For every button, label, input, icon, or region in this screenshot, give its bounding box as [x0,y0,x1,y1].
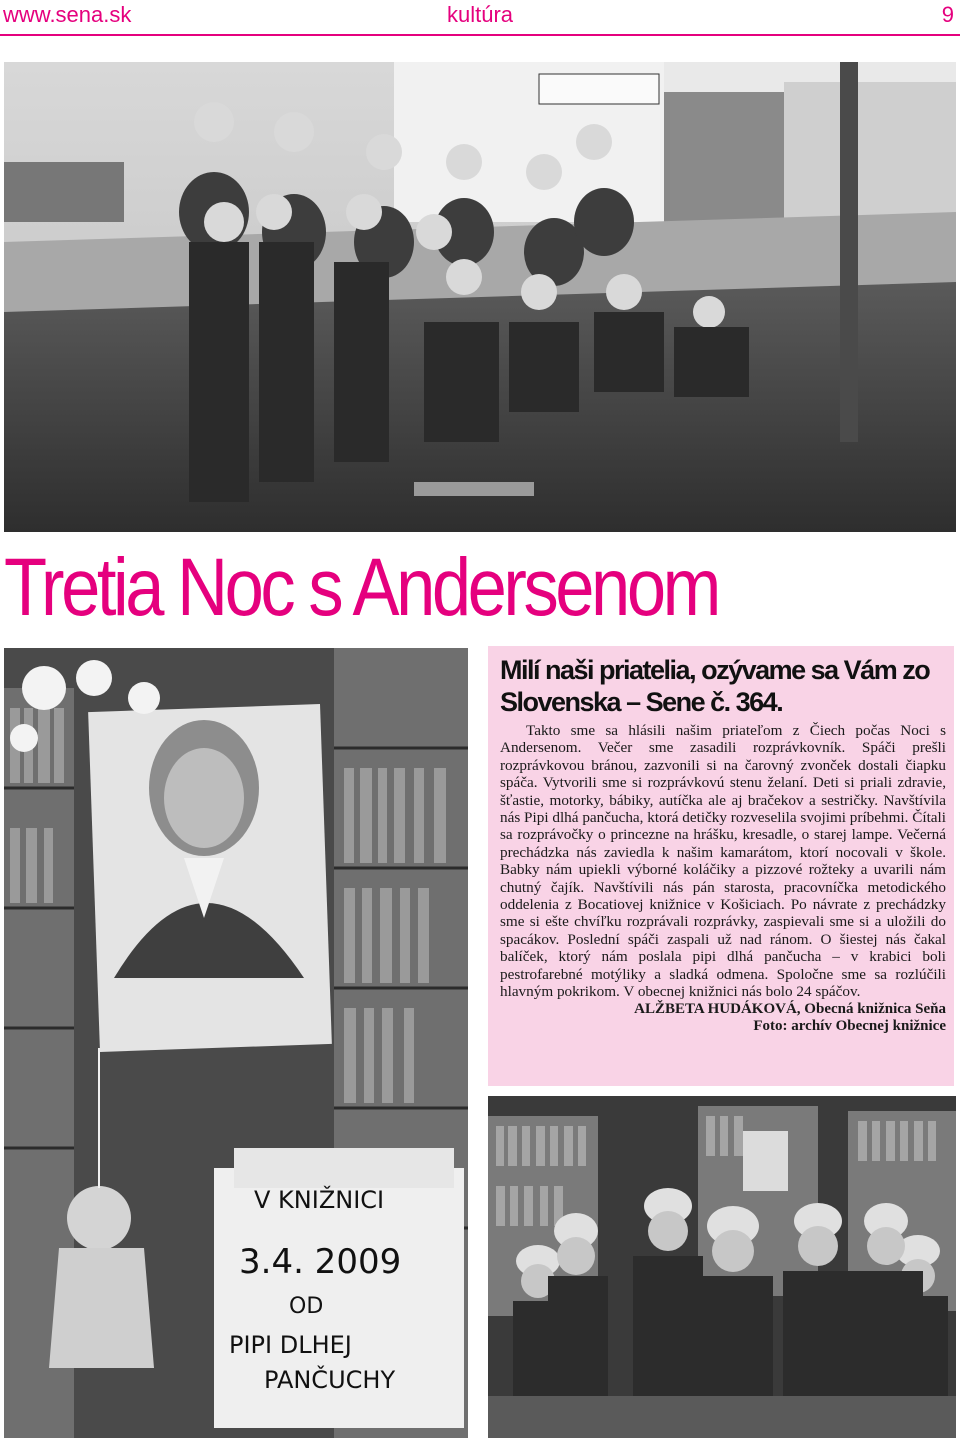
article-author: ALŽBETA HUDÁKOVÁ, Obecná knižnica Seňa [634,1000,946,1017]
library-portrait-image [4,648,468,1438]
box-line-2: 3.4. 2009 [239,1242,402,1282]
article-body [500,722,946,1035]
library-portrait-photo [4,648,468,1438]
children-library-photo [488,1096,956,1438]
section-title: kultúra [446,2,514,27]
group-photo [4,62,956,532]
site-url[interactable]: www.sena.sk [3,2,132,27]
box-line-5: PANČUCHY [264,1366,396,1394]
box-line-1: V KNIŽNICI [254,1186,385,1214]
header-divider [0,34,960,36]
photo-credit: Foto: archív Obecnej knižnice [753,1017,946,1034]
box-line-3: OD [289,1294,324,1319]
page-header [0,0,960,34]
group-photo-image [4,62,956,532]
page-number: 9 [941,2,954,27]
article-headline: Tretia Noc s Andersenom [4,542,718,633]
article-subhead: Milí naši priatelia, ozývame sa Vám zo Slovenska – Sene č. 364. [500,655,930,717]
article-body-paragraph: Takto sme sa hlásili našim priateľom z Čiech počas Noci s Andersenom. Večer sme zasadili rozprávkovník. Spáči prešli rozprávkovou bránou, zazvonili si na čarovný zvonček dostali čiapku spáča. Vytvorili sme si rozprávkovú stenu želaní. Deti si priali zdravie, šťastie, motorky, bábiky, autíčka ale aj bračekov a sestričky. Navštívila nás Pipi dlhá pančucha, ktorá detičky rozveselila svojimi príbehmi. Čítali sa rozprávočky o princezne na hrášku, kresadle, o starej lampe. Večerná prechádzka nás zaviedla k našim kamarátom, ktorí nocovali v škole. Babky nám upiekli výborné koláčiky a pizzové rožteky a uvarili nám chutný čajík. Navštívili nás pán starosta, pracovníčka metodického oddelenia z Bocatiovej knižnice v Košiciach. Po návrate z prechádzky sme si ešte chvíľku rozprávali rozprávky, zaspievali sme si a uložili do spacákov. Poslední spáči zaspali už nad ránom. O šiestej nás čakal balíček, ktorý nám poslala pipi dlhá pančucha – v krabici boli pestrofarebné motýliky a sladká odmena. Spoločne sme sa rozlúčili hlavným pokrikom. V obecnej knižnici nás bolo 24 spáčov. [500,722,946,1001]
children-library-image [488,1096,956,1438]
box-line-4: PIPI DLHEJ [229,1331,352,1359]
